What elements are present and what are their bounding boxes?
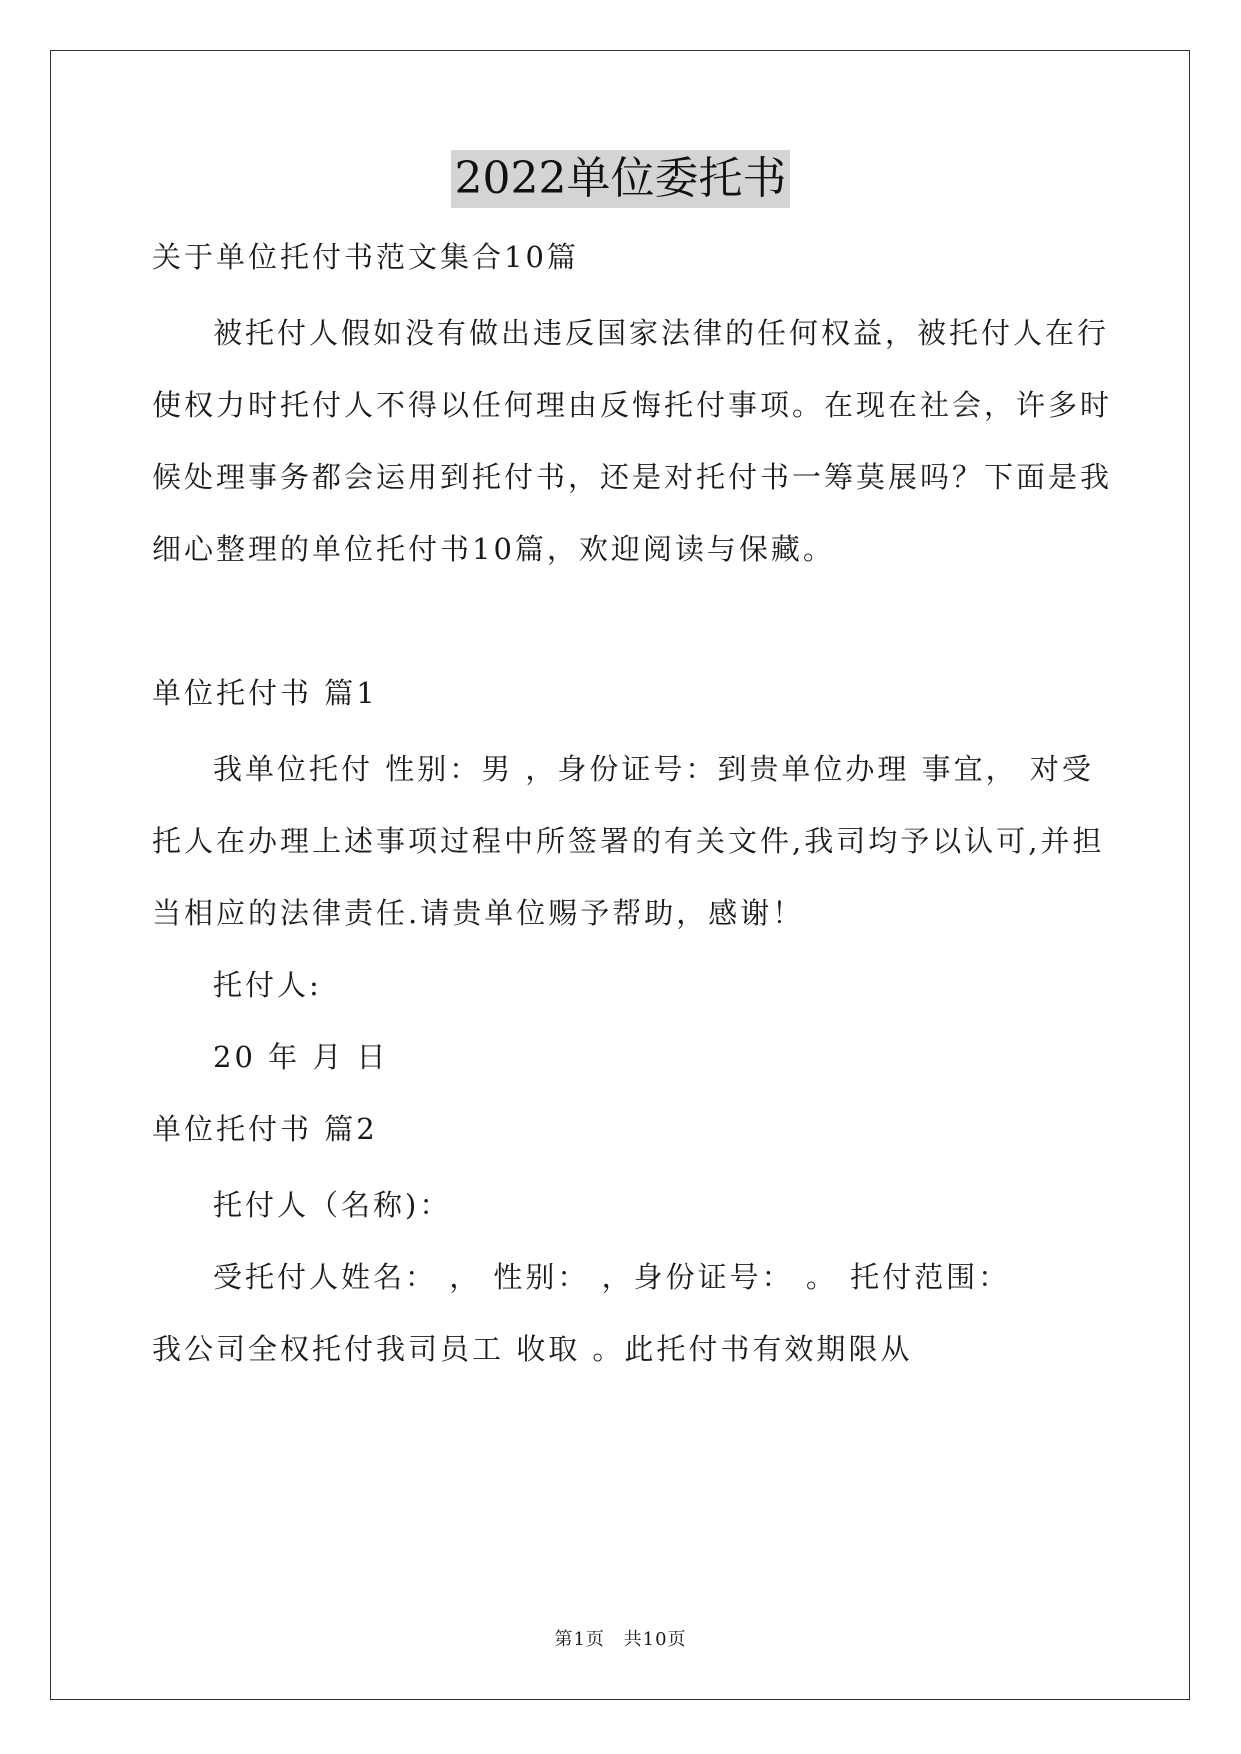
page-border	[50, 50, 1190, 1700]
intro-line-1: 被托付人假如没有做出违反国家法律的任何权益，被托付人在行	[213, 316, 1110, 350]
section2-line-2: 受托付人姓名： ， 性别： ，身份证号： 。 托付范围：	[213, 1260, 1011, 1294]
page-total: 共10页	[623, 1629, 687, 1650]
section1-heading: 单位托付书 篇1	[152, 676, 378, 710]
section2-line-1: 托付人（名称)：	[213, 1188, 452, 1222]
document-title: 2022单位委托书	[451, 150, 791, 208]
title-container	[0, 150, 1241, 208]
subtitle: 关于单位托付书范文集合10篇	[152, 240, 579, 274]
intro-line-2: 使权力时托付人不得以任何理由反悔托付事项。在现在社会，许多时	[152, 388, 1113, 422]
page-number: 第1页	[554, 1629, 605, 1650]
section1-date: 20 年 月 日	[213, 1040, 389, 1074]
section1-line-2: 托人在办理上述事项过程中所签署的有关文件,我司均予以认可,并担	[152, 824, 1105, 858]
section1-signer: 托付人:	[213, 968, 322, 1002]
page-footer	[0, 1625, 1241, 1651]
intro-line-3: 候处理事务都会运用到托付书，还是对托付书一筹莫展吗？下面是我	[152, 460, 1113, 494]
section1-line-1: 我单位托付 性别：男 ，身份证号：到贵单位办理 事宜， 对受	[213, 752, 1094, 786]
section1-line-3: 当相应的法律责任.请贵单位赐予帮助，感谢！	[152, 896, 805, 930]
intro-line-4: 细心整理的单位托付书10篇，欢迎阅读与保藏。	[152, 532, 835, 566]
section2-heading: 单位托付书 篇2	[152, 1112, 378, 1146]
section2-line-3: 我公司全权托付我司员工 收取 。此托付书有效期限从	[152, 1332, 913, 1366]
